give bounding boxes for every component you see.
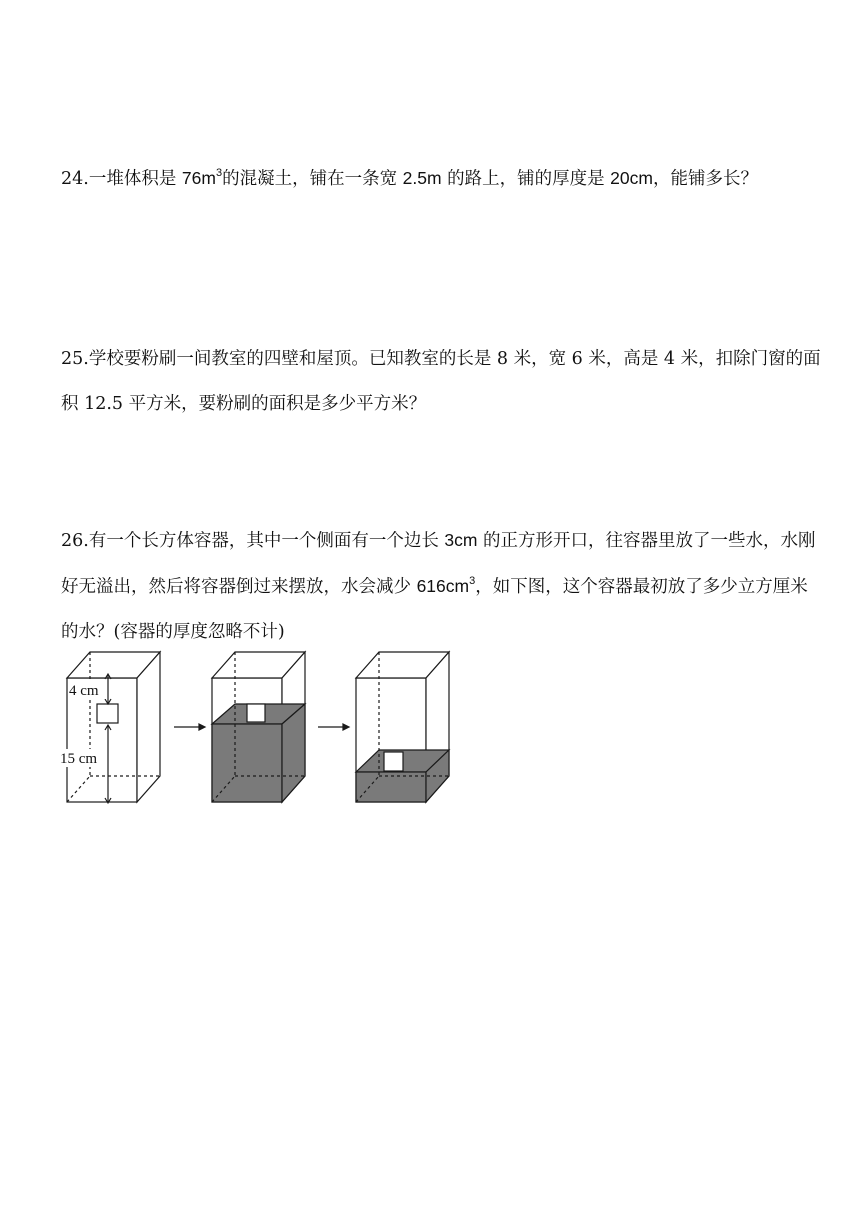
- question-text: 的路上，铺的厚度是: [441, 169, 611, 189]
- arrow-right-icon: [318, 724, 349, 730]
- question-text: 一堆体积是: [88, 169, 182, 189]
- question-text: 有一个长方体容器，其中一个侧面有一个边长: [88, 531, 445, 551]
- question-25: [61, 337, 822, 427]
- width-value: 2.5m: [402, 168, 442, 188]
- question-text: ，能铺多长？: [652, 169, 758, 189]
- dimension-label-bottom: 15 cm: [60, 751, 98, 767]
- arrow-right-icon: [174, 724, 205, 730]
- water-front: [212, 724, 282, 802]
- volume-reduction-value: 616cm: [416, 576, 470, 596]
- question-number: 24.: [61, 169, 89, 189]
- square-opening: [247, 704, 265, 722]
- square-opening: [97, 704, 118, 723]
- dimension-label-top: 4 cm: [69, 683, 99, 699]
- question-number: 26.: [61, 531, 89, 551]
- question-text: 的混凝土，铺在一条宽: [222, 169, 403, 189]
- question-text: ，如下图，这个容器最初放了多少立方厘米的水？(容器的厚度忽略不计): [61, 577, 808, 642]
- square-opening: [384, 752, 403, 771]
- question-text: 的正方形开口，往容器里放了一些水，水刚好无溢出，然后将容器倒过来摆放，水会减少: [61, 531, 816, 597]
- box-inverted: [356, 652, 449, 802]
- question-26: [61, 518, 822, 655]
- question-24: [61, 156, 822, 202]
- question-text: 学校要粉刷一间教室的四壁和屋顶。已知教室的长是 8 米，宽 6 米，高是 4 米，扣除门窗的面积 12.5 平方米，要粉刷的面积是多少平方米？: [61, 349, 821, 414]
- question-number: 25.: [61, 349, 89, 369]
- box-empty: [67, 652, 160, 803]
- opening-size-value: 3cm: [444, 530, 478, 550]
- thickness-value: 20cm: [610, 168, 653, 188]
- box-filled: [212, 652, 305, 802]
- cube-exponent: 3: [469, 575, 476, 587]
- cube-exponent: 3: [215, 167, 223, 179]
- container-diagram: [56, 648, 456, 808]
- volume-value: 76m: [181, 168, 216, 188]
